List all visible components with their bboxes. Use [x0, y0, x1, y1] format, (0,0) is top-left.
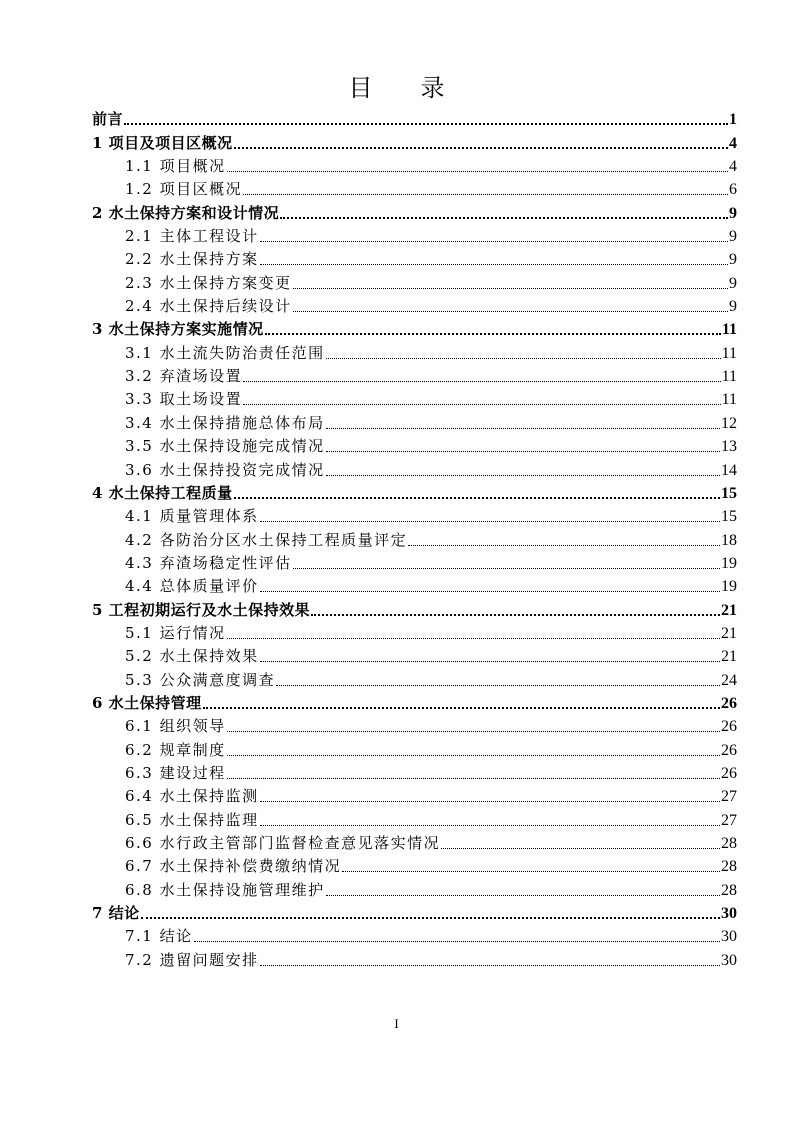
dot-leader — [441, 848, 720, 849]
dot-leader — [194, 941, 720, 942]
toc-section-entry[interactable] — [92, 269, 737, 292]
toc-entry-label: 5.1 运行情况 — [125, 623, 226, 642]
toc-entry-label: 6.4 水土保持监测 — [125, 787, 259, 806]
dot-leader — [227, 755, 720, 756]
dot-leader — [311, 614, 720, 616]
toc-entry-page-number: 30 — [721, 928, 737, 946]
toc-entry-label: 3 水土保持方案实施情况 — [92, 320, 264, 339]
toc-section-entry[interactable] — [92, 293, 737, 316]
dot-leader — [265, 333, 721, 335]
toc-section-entry[interactable] — [92, 643, 737, 666]
toc-entry-label: 1.1 项目概况 — [125, 157, 226, 176]
toc-section-entry[interactable] — [92, 433, 737, 456]
dot-leader — [260, 825, 720, 826]
dot-leader — [342, 871, 720, 872]
toc-entry-label: 1.2 项目区概况 — [125, 180, 243, 199]
dot-leader — [326, 451, 720, 452]
toc-entry-label: 6 水土保持管理 — [92, 693, 202, 712]
dot-leader — [243, 194, 728, 195]
toc-entry-label: 5.2 水土保持效果 — [125, 647, 259, 666]
dot-leader — [326, 895, 720, 896]
toc-entry-label: 6.2 规章制度 — [125, 740, 226, 759]
toc-entry-page-number: 30 — [721, 951, 737, 969]
toc-entry-page-number: 19 — [721, 554, 737, 572]
dot-leader — [293, 311, 728, 312]
toc-entry-page-number: 30 — [721, 905, 737, 923]
dot-leader — [227, 171, 728, 172]
toc-entry-page-number: 14 — [721, 461, 737, 479]
toc-entry-label: 3.6 水土保持投资完成情况 — [125, 460, 325, 479]
toc-chapter-entry[interactable] — [92, 480, 737, 503]
toc-section-entry[interactable] — [92, 736, 737, 759]
toc-entry-page-number: 21 — [721, 648, 737, 666]
toc-entry-label: 3.4 水土保持措施总体布局 — [125, 413, 325, 432]
toc-entry-label: 7 结论 — [92, 904, 140, 923]
toc-entry-page-number: 15 — [721, 508, 737, 526]
toc-section-entry[interactable] — [92, 503, 737, 526]
toc-chapter-entry[interactable] — [92, 129, 737, 152]
toc-section-entry[interactable] — [92, 666, 737, 689]
toc-entry-label: 2.4 水土保持后续设计 — [125, 297, 292, 316]
page-title: 目 录 — [348, 74, 445, 102]
dot-leader — [227, 731, 720, 732]
dot-leader — [203, 707, 720, 709]
toc-entry-label: 2 水土保持方案和设计情况 — [92, 203, 280, 222]
dot-leader — [227, 778, 720, 779]
toc-entry-page-number: 21 — [721, 601, 737, 619]
dot-leader — [280, 217, 728, 219]
toc-entry-label: 2.1 主体工程设计 — [125, 227, 259, 246]
page-number: I — [394, 1016, 399, 1031]
toc-entry-page-number: 12 — [721, 414, 737, 432]
toc-section-entry[interactable] — [92, 246, 737, 269]
toc-entry-label: 6.7 水土保持补偿费缴纳情况 — [125, 857, 342, 876]
toc-section-entry[interactable] — [92, 760, 737, 783]
toc-chapter-entry[interactable] — [92, 316, 737, 339]
toc-entry-page-number: 18 — [721, 531, 737, 549]
toc-entry-label: 2.2 水土保持方案 — [125, 250, 259, 269]
toc-section-entry[interactable] — [92, 783, 737, 806]
dot-leader — [124, 123, 728, 125]
toc-entry-page-number: 28 — [721, 858, 737, 876]
toc-section-entry[interactable] — [92, 176, 737, 199]
toc-entry-label: 2.3 水土保持方案变更 — [125, 273, 292, 292]
toc-section-entry[interactable] — [92, 876, 737, 899]
toc-entry-page-number: 11 — [721, 368, 737, 386]
toc-chapter-entry[interactable] — [92, 900, 737, 923]
dot-leader — [293, 288, 728, 289]
dot-leader — [326, 475, 720, 476]
dot-leader — [326, 358, 721, 359]
toc-entry-page-number: 11 — [721, 391, 737, 409]
dot-leader — [227, 638, 720, 639]
toc-section-entry[interactable] — [92, 713, 737, 736]
toc-entry-page-number: 28 — [721, 835, 737, 852]
dot-leader — [234, 147, 728, 149]
toc-entry-label: 3.2 弃渣场设置 — [125, 367, 243, 386]
toc-section-entry[interactable] — [92, 830, 737, 853]
toc-entry-page-number: 19 — [721, 578, 737, 596]
toc-chapter-entry[interactable] — [92, 199, 737, 222]
toc-entry-label: 6.1 组织领导 — [125, 717, 226, 736]
toc-entry-label: 6.3 建设过程 — [125, 763, 226, 782]
toc-entry-page-number: 6 — [729, 181, 737, 199]
toc-entry-page-number: 4 — [729, 134, 737, 152]
toc-chapter-entry[interactable] — [92, 690, 737, 713]
toc-entry-label: 4.2 各防治分区水土保持工程质量评定 — [125, 530, 408, 549]
toc-section-entry[interactable] — [92, 409, 737, 432]
toc-section-entry[interactable] — [92, 363, 737, 386]
dot-leader — [276, 685, 720, 686]
dot-leader — [234, 497, 720, 499]
toc-entry-page-number: 9 — [729, 251, 737, 269]
toc-entry-label: 6.5 水土保持监理 — [125, 810, 259, 829]
dot-leader — [243, 381, 720, 382]
toc-entry-label: 4 水土保持工程质量 — [92, 483, 233, 502]
toc-entry-page-number: 26 — [721, 718, 737, 736]
toc-entry-label: 4.3 弃渣场稳定性评估 — [125, 553, 292, 572]
dot-leader — [408, 545, 720, 546]
toc-entry-page-number: 13 — [721, 438, 737, 456]
toc-entry-page-number: 9 — [729, 298, 737, 316]
toc-entry-label: 3.5 水土保持设施完成情况 — [125, 437, 325, 456]
toc-entry-page-number: 9 — [729, 204, 737, 222]
toc-chapter-entry[interactable] — [92, 596, 737, 619]
toc-entry-label: 5 工程初期运行及水土保持效果 — [92, 600, 311, 619]
toc-entry-label: 7.1 结论 — [125, 927, 193, 946]
toc-section-entry[interactable] — [92, 550, 737, 573]
toc-section-entry[interactable] — [92, 946, 737, 969]
toc-entry-page-number: 15 — [721, 484, 737, 502]
toc-chapter-entry[interactable] — [92, 106, 737, 129]
toc-entry-page-number: 26 — [721, 694, 737, 712]
toc-section-entry[interactable] — [92, 806, 737, 829]
toc-entry-label: 1 项目及项目区概况 — [92, 133, 233, 152]
toc-entry-page-number: 28 — [721, 881, 737, 899]
toc-entry-page-number: 27 — [721, 788, 737, 806]
toc-entry-page-number: 26 — [721, 764, 737, 782]
table-of-contents — [92, 106, 737, 970]
toc-entry-page-number: 26 — [721, 741, 737, 759]
toc-entry-page-number: 24 — [721, 671, 737, 689]
toc-entry-page-number: 21 — [721, 624, 737, 642]
toc-entry-page-number: 9 — [729, 274, 737, 292]
dot-leader — [260, 591, 720, 592]
dot-leader — [260, 241, 728, 242]
toc-section-entry[interactable] — [92, 456, 737, 479]
dot-leader — [326, 428, 720, 429]
toc-section-entry[interactable] — [92, 339, 737, 362]
toc-section-entry[interactable] — [92, 526, 737, 549]
toc-entry-page-number: 1 — [729, 111, 737, 129]
toc-section-entry[interactable] — [92, 223, 737, 246]
toc-section-entry[interactable] — [92, 573, 737, 596]
dot-leader — [293, 568, 720, 569]
dot-leader — [260, 965, 720, 966]
dot-leader — [260, 801, 720, 802]
toc-entry-label: 4.1 质量管理体系 — [125, 507, 259, 526]
toc-entry-page-number: 27 — [721, 811, 737, 829]
toc-section-entry[interactable] — [92, 620, 737, 643]
toc-entry-page-number: 11 — [721, 321, 737, 339]
toc-entry-page-number: 9 — [729, 228, 737, 246]
toc-entry-page-number: 11 — [721, 344, 737, 362]
toc-section-entry[interactable] — [92, 923, 737, 946]
dot-leader — [141, 917, 720, 919]
toc-entry-label: 4.4 总体质量评价 — [125, 577, 259, 596]
toc-entry-label: 6.6 水行政主管部门监督检查意见落实情况 — [125, 834, 441, 852]
toc-section-entry[interactable] — [92, 153, 737, 176]
toc-entry-label: 6.8 水土保持设施管理维护 — [125, 880, 325, 899]
toc-entry-label: 7.2 遗留问题安排 — [125, 950, 259, 969]
dot-leader — [260, 521, 720, 522]
dot-leader — [260, 661, 720, 662]
toc-entry-label: 5.3 公众满意度调查 — [125, 670, 276, 689]
toc-entry-label: 3.3 取土场设置 — [125, 390, 243, 409]
toc-entry-page-number: 4 — [729, 158, 737, 176]
dot-leader — [243, 404, 720, 405]
dot-leader — [260, 264, 728, 265]
toc-entry-label: 3.1 水土流失防治责任范围 — [125, 343, 325, 362]
toc-section-entry[interactable] — [92, 386, 737, 409]
toc-section-entry[interactable] — [92, 853, 737, 876]
toc-entry-label: 前言 — [92, 110, 124, 129]
